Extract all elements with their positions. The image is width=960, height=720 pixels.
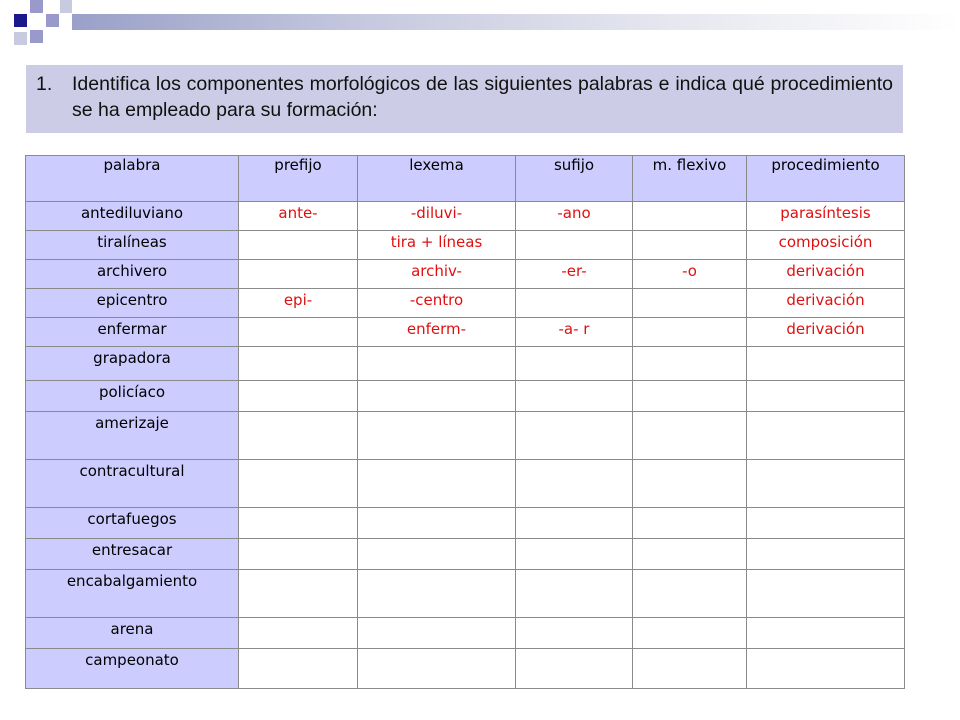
header-gradient-bar [72, 14, 960, 30]
word-cell: policíaco [26, 381, 239, 412]
sufijo-cell: -ano [516, 202, 633, 231]
corner-square-light [30, 30, 43, 43]
sufijo-cell: -er- [516, 260, 633, 289]
prefijo-cell [239, 381, 358, 412]
morphology-table [25, 155, 905, 689]
procedimiento-cell [747, 381, 905, 412]
word-cell: entresacar [26, 539, 239, 570]
table-row [26, 539, 905, 570]
m-flexivo-cell [633, 381, 747, 412]
procedimiento-cell [747, 508, 905, 539]
prefijo-cell [239, 347, 358, 381]
sufijo-cell [516, 539, 633, 570]
lexema-cell [358, 460, 516, 508]
table-row [26, 508, 905, 539]
word-cell: arena [26, 618, 239, 649]
prefijo-cell [239, 260, 358, 289]
m-flexivo-cell [633, 460, 747, 508]
corner-square-light [46, 14, 59, 27]
procedimiento-cell [747, 539, 905, 570]
prefijo-cell [239, 618, 358, 649]
lexema-cell: archiv- [358, 260, 516, 289]
sufijo-cell [516, 412, 633, 460]
instruction-text: Identifica los componentes morfológicos de las siguientes palabras e indica qué procedimiento se ha empleado para su formación: [72, 73, 893, 121]
sufijo-cell [516, 381, 633, 412]
lexema-cell [358, 381, 516, 412]
word-cell: tiralíneas [26, 231, 239, 260]
table-row [26, 289, 905, 318]
table-row [26, 260, 905, 289]
m-flexivo-cell [633, 231, 747, 260]
header-sufijo: sufijo [516, 156, 633, 202]
lexema-cell [358, 618, 516, 649]
procedimiento-cell [747, 618, 905, 649]
table-row [26, 347, 905, 381]
m-flexivo-cell [633, 508, 747, 539]
header-palabra: palabra [26, 156, 239, 202]
prefijo-cell [239, 539, 358, 570]
procedimiento-cell [747, 649, 905, 689]
m-flexivo-cell [633, 618, 747, 649]
lexema-cell: -diluvi- [358, 202, 516, 231]
word-cell: amerizaje [26, 412, 239, 460]
prefijo-cell: epi- [239, 289, 358, 318]
lexema-cell [358, 347, 516, 381]
table-row [26, 570, 905, 618]
procedimiento-cell [747, 412, 905, 460]
header-prefijo: prefijo [239, 156, 358, 202]
word-cell: campeonato [26, 649, 239, 689]
procedimiento-cell: derivación [747, 289, 905, 318]
prefijo-cell [239, 508, 358, 539]
sufijo-cell [516, 508, 633, 539]
prefijo-cell [239, 318, 358, 347]
corner-square-light [60, 0, 72, 13]
m-flexivo-cell [633, 347, 747, 381]
m-flexivo-cell [633, 539, 747, 570]
sufijo-cell [516, 570, 633, 618]
m-flexivo-cell [633, 202, 747, 231]
prefijo-cell [239, 460, 358, 508]
lexema-cell: -centro [358, 289, 516, 318]
table-row [26, 460, 905, 508]
table-row [26, 202, 905, 231]
corner-square-dark [14, 14, 27, 27]
procedimiento-cell: composición [747, 231, 905, 260]
procedimiento-cell: derivación [747, 318, 905, 347]
instruction-box [26, 65, 903, 133]
word-cell: cortafuegos [26, 508, 239, 539]
sufijo-cell [516, 460, 633, 508]
word-cell: encabalgamiento [26, 570, 239, 618]
table-row [26, 318, 905, 347]
lexema-cell [358, 649, 516, 689]
sufijo-cell [516, 649, 633, 689]
word-cell: archivero [26, 260, 239, 289]
table-row [26, 649, 905, 689]
m-flexivo-cell: -o [633, 260, 747, 289]
prefijo-cell [239, 570, 358, 618]
m-flexivo-cell [633, 412, 747, 460]
corner-square-light [30, 0, 43, 13]
word-cell: enfermar [26, 318, 239, 347]
lexema-cell: tira + líneas [358, 231, 516, 260]
sufijo-cell [516, 231, 633, 260]
word-cell: antediluviano [26, 202, 239, 231]
table-row [26, 381, 905, 412]
procedimiento-cell [747, 460, 905, 508]
instruction-number: 1. [36, 73, 53, 95]
procedimiento-cell: derivación [747, 260, 905, 289]
table-row [26, 618, 905, 649]
prefijo-cell [239, 649, 358, 689]
sufijo-cell [516, 618, 633, 649]
header-procedimiento: procedimiento [747, 156, 905, 202]
lexema-cell [358, 508, 516, 539]
lexema-cell: enferm- [358, 318, 516, 347]
m-flexivo-cell [633, 318, 747, 347]
prefijo-cell: ante- [239, 202, 358, 231]
m-flexivo-cell [633, 570, 747, 618]
procedimiento-cell [747, 347, 905, 381]
lexema-cell [358, 570, 516, 618]
prefijo-cell [239, 231, 358, 260]
sufijo-cell: -a- r [516, 318, 633, 347]
header-m-flexivo: m. flexivo [633, 156, 747, 202]
m-flexivo-cell [633, 289, 747, 318]
corner-square-light [14, 32, 27, 45]
lexema-cell [358, 412, 516, 460]
m-flexivo-cell [633, 649, 747, 689]
prefijo-cell [239, 412, 358, 460]
header-lexema: lexema [358, 156, 516, 202]
procedimiento-cell [747, 570, 905, 618]
table-row [26, 231, 905, 260]
lexema-cell [358, 539, 516, 570]
word-cell: grapadora [26, 347, 239, 381]
word-cell: contracultural [26, 460, 239, 508]
sufijo-cell [516, 347, 633, 381]
word-cell: epicentro [26, 289, 239, 318]
sufijo-cell [516, 289, 633, 318]
table-row [26, 412, 905, 460]
table-header-row [26, 156, 905, 202]
procedimiento-cell: parasíntesis [747, 202, 905, 231]
